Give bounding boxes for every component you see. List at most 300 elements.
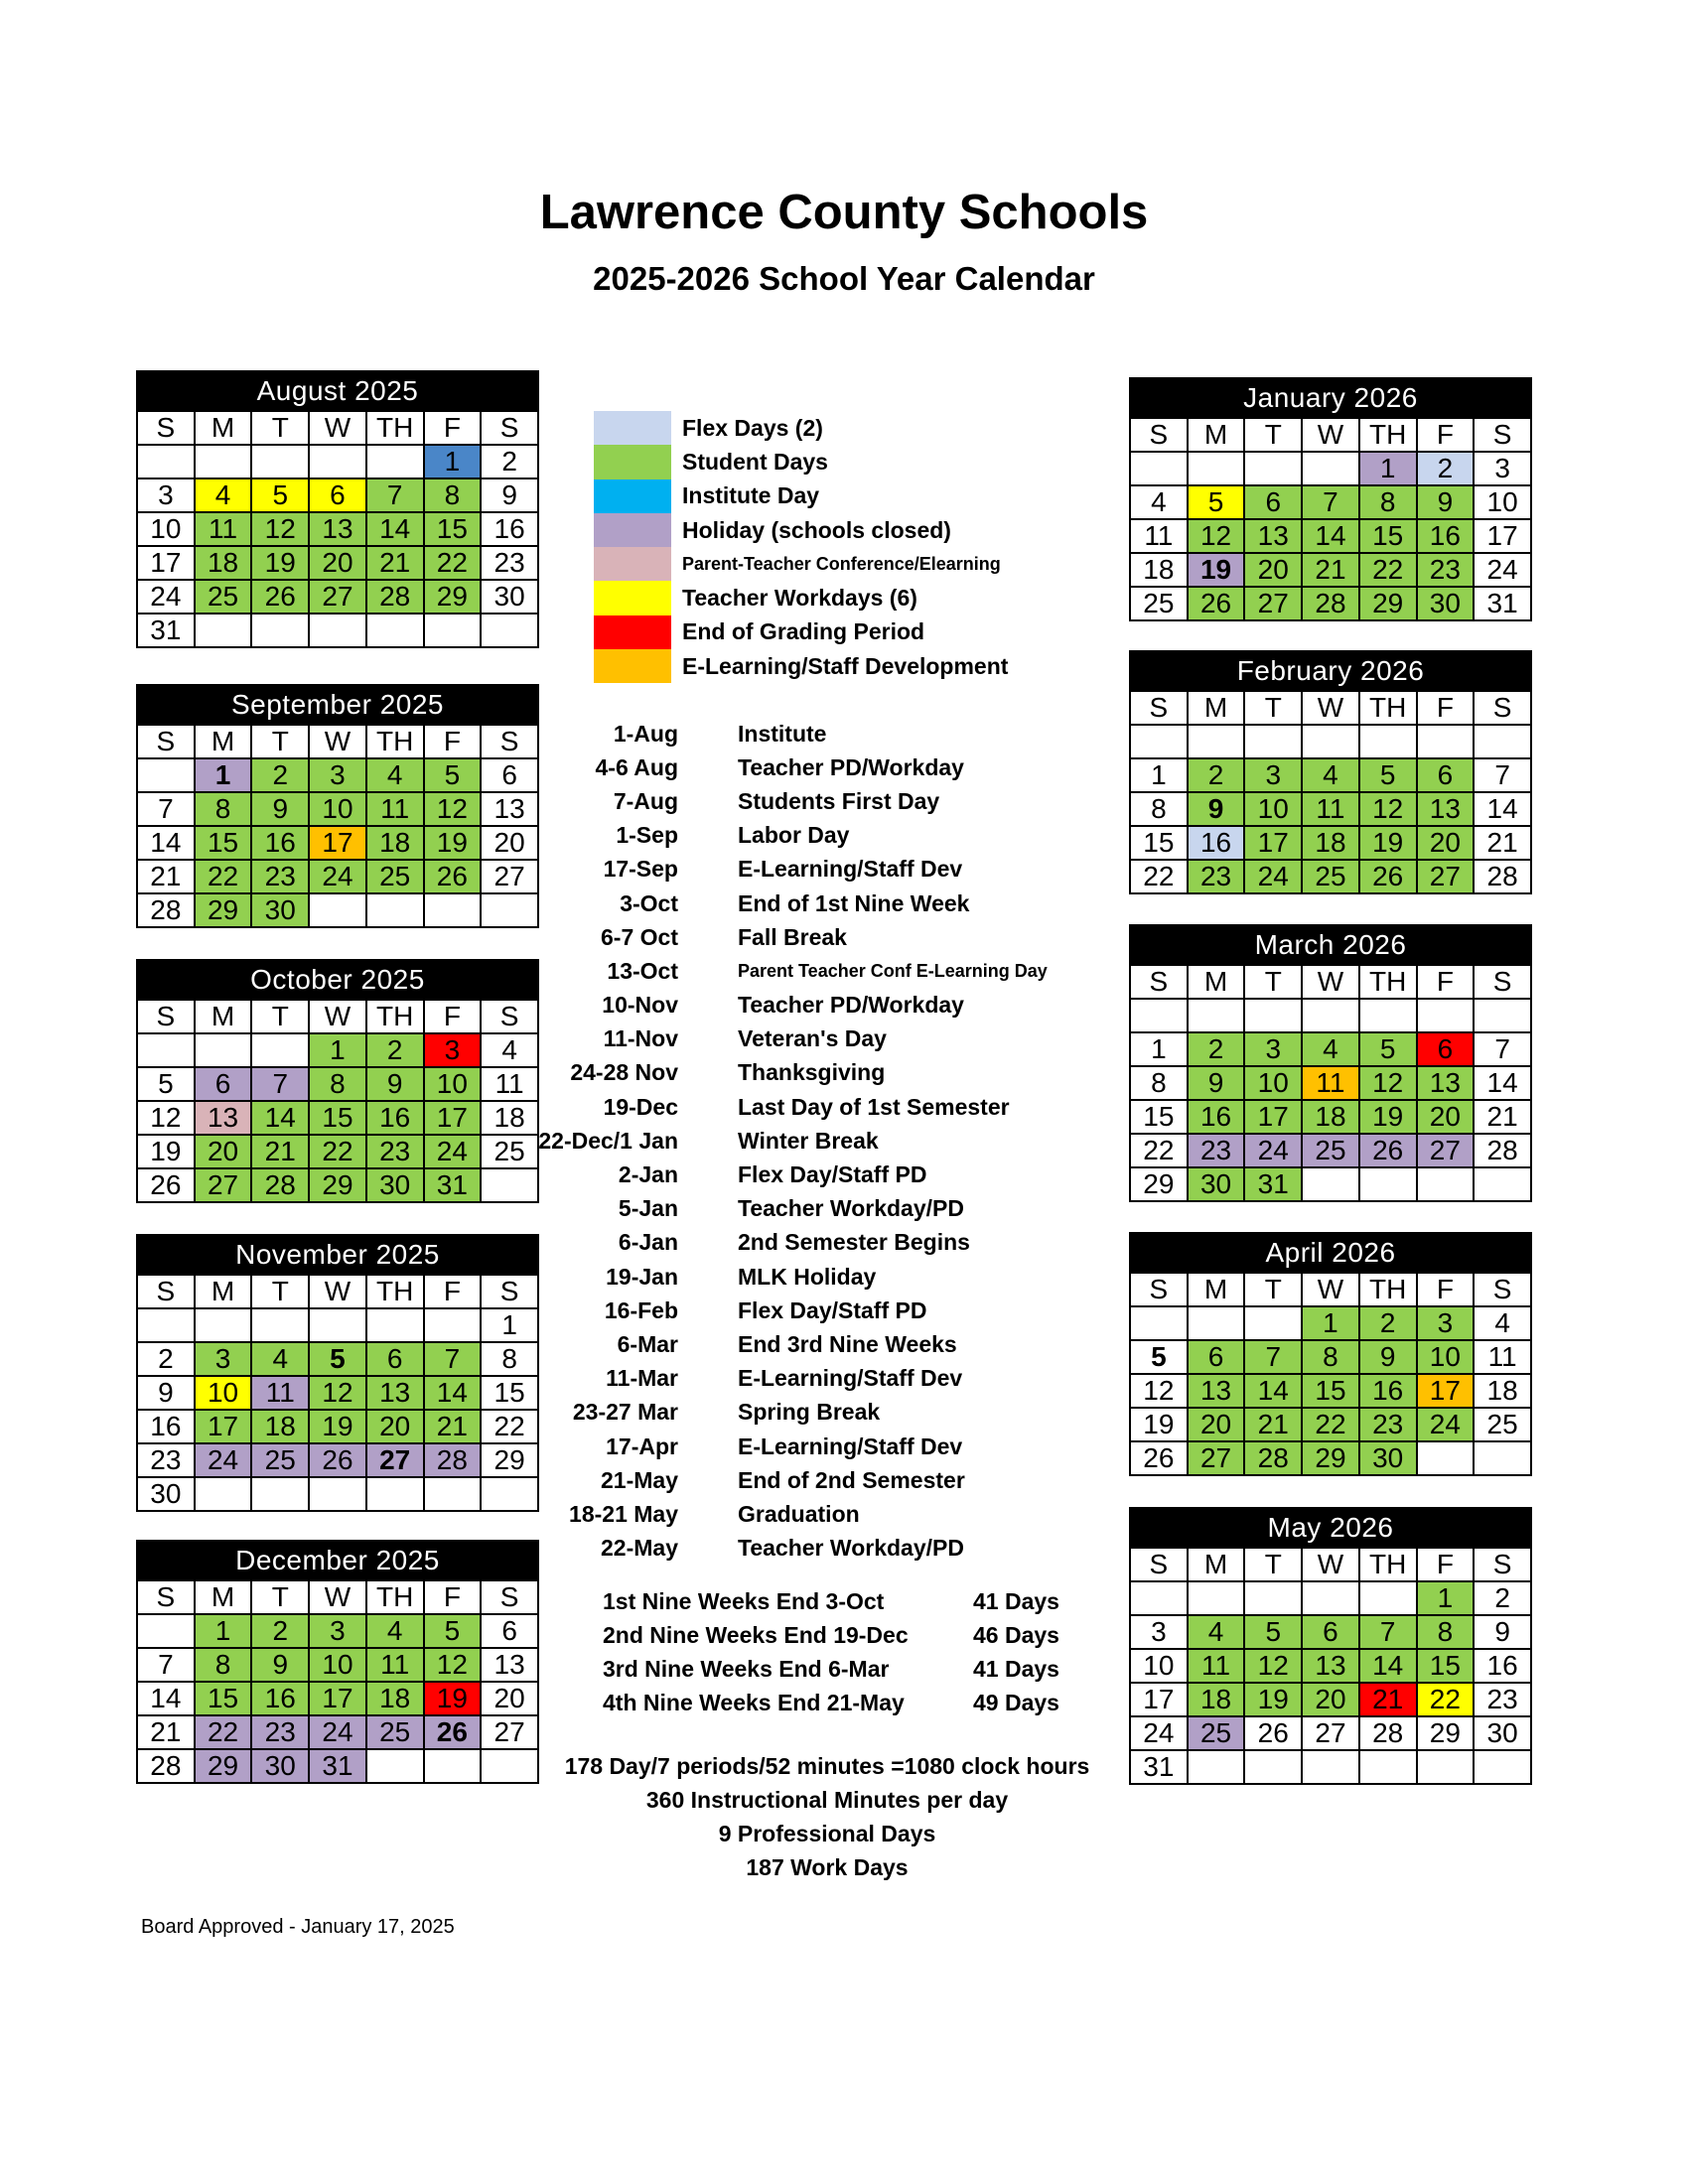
nine-weeks-label: 2nd Nine Weeks End 19-Dec (603, 1621, 909, 1648)
day-cell: 24 (1417, 1408, 1475, 1441)
day-cell: 17 (1417, 1374, 1475, 1408)
day-cell: 28 (1302, 587, 1359, 620)
day-cell: 5 (1188, 485, 1245, 519)
day-cell: 2 (1188, 1032, 1245, 1066)
weekday-header: TH (366, 1000, 424, 1033)
weekday-header: M (1188, 965, 1245, 999)
empty-cell (1188, 452, 1245, 485)
day-cell: 1 (1302, 1306, 1359, 1340)
day-cell: 10 (1474, 485, 1531, 519)
day-cell: 30 (251, 1749, 309, 1783)
empty-cell (366, 1749, 424, 1783)
day-cell: 27 (1188, 1441, 1245, 1475)
day-cell: 14 (1359, 1649, 1417, 1683)
day-cell: 22 (1417, 1683, 1475, 1716)
week-row (137, 546, 538, 580)
weekday-header: M (1188, 691, 1245, 725)
day-cell: 6 (309, 478, 366, 512)
empty-cell (1302, 1581, 1359, 1615)
day-cell: 15 (481, 1376, 538, 1410)
day-cell: 20 (1244, 553, 1302, 587)
day-cell: 30 (137, 1477, 195, 1511)
key-date: 22-Dec/1 Jan (538, 1127, 678, 1154)
day-cell: 16 (1417, 519, 1475, 553)
key-date-event: E-Learning/Staff Dev (738, 1433, 963, 1459)
empty-cell (1359, 1167, 1417, 1201)
day-cell: 13 (309, 512, 366, 546)
institute-color-swatch (594, 479, 671, 513)
key-date-event: Fall Break (738, 923, 847, 950)
empty-cell (1417, 1167, 1475, 1201)
day-cell: 28 (137, 1749, 195, 1783)
weekday-header: S (137, 411, 195, 445)
day-cell: 4 (366, 758, 424, 792)
key-date-event: Teacher Workday/PD (738, 1535, 964, 1562)
day-cell: 3 (137, 478, 195, 512)
week-row (1130, 1615, 1531, 1649)
weekday-header: TH (1359, 965, 1417, 999)
empty-cell (1244, 1306, 1302, 1340)
day-cell: 12 (309, 1376, 366, 1410)
day-cell: 11 (366, 1648, 424, 1682)
key-date-event: End 3rd Nine Weeks (738, 1330, 957, 1357)
day-cell: 3 (1417, 1306, 1475, 1340)
day-cell: 11 (251, 1376, 309, 1410)
week-row (1130, 725, 1531, 758)
day-cell: 18 (366, 826, 424, 860)
weekday-header: W (1302, 418, 1359, 452)
day-cell: 20 (481, 826, 538, 860)
week-row (1130, 792, 1531, 826)
day-cell: 23 (251, 860, 309, 893)
key-date: 19-Dec (603, 1093, 678, 1120)
weekday-header: M (195, 1580, 252, 1614)
day-cell: 2 (251, 1614, 309, 1648)
key-date-event: Flex Day/Staff PD (738, 1161, 927, 1188)
day-cell: 27 (1244, 587, 1302, 620)
empty-cell (1244, 1750, 1302, 1784)
key-date: 22-May (601, 1535, 678, 1562)
key-date: 6-7 Oct (601, 923, 678, 950)
day-cell: 13 (1302, 1649, 1359, 1683)
week-row (1130, 519, 1531, 553)
key-date-event: E-Learning/Staff Dev (738, 856, 963, 883)
weekday-header: S (1130, 1548, 1188, 1581)
day-cell: 11 (1474, 1340, 1531, 1374)
day-cell: 27 (1302, 1716, 1359, 1750)
day-cell: 18 (1130, 553, 1188, 587)
nine-weeks-summary (603, 1584, 1059, 1720)
legend-label: End of Grading Period (682, 618, 925, 645)
day-cell: 17 (424, 1101, 482, 1135)
key-date: 18-21 May (569, 1500, 678, 1527)
day-cell: 4 (1302, 758, 1359, 792)
day-cell: 3 (1474, 452, 1531, 485)
empty-cell (1302, 725, 1359, 758)
day-cell: 15 (424, 512, 482, 546)
empty-cell (251, 445, 309, 478)
week-row (1130, 1716, 1531, 1750)
legend-item-institute (594, 479, 1008, 513)
day-cell: 11 (481, 1067, 538, 1101)
week-row (137, 512, 538, 546)
day-cell: 16 (1359, 1374, 1417, 1408)
day-cell: 21 (1244, 1408, 1302, 1441)
day-cell: 14 (1474, 1066, 1531, 1100)
weekday-header: TH (366, 411, 424, 445)
week-row (1130, 1134, 1531, 1167)
day-cell: 1 (481, 1308, 538, 1342)
key-date-row (427, 784, 1048, 818)
week-row (1130, 1683, 1531, 1716)
day-cell: 6 (195, 1067, 252, 1101)
student-color-swatch (594, 445, 671, 478)
month-title: March 2026 (1130, 925, 1531, 965)
day-cell: 28 (251, 1168, 309, 1202)
empty-cell (1359, 1581, 1417, 1615)
weekday-header: W (1302, 965, 1359, 999)
day-cell: 19 (137, 1135, 195, 1168)
day-cell: 14 (251, 1101, 309, 1135)
day-cell: 24 (1474, 553, 1531, 587)
empty-cell (366, 1308, 424, 1342)
day-cell: 4 (251, 1342, 309, 1376)
day-cell: 8 (424, 478, 482, 512)
day-cell: 8 (309, 1067, 366, 1101)
key-date-event: Teacher PD/Workday (738, 992, 964, 1019)
key-date-row (427, 1294, 1048, 1327)
month-calendar-january-2026 (1129, 377, 1532, 621)
empty-cell (1302, 452, 1359, 485)
key-date-row (427, 1532, 1048, 1566)
day-cell: 7 (366, 478, 424, 512)
day-cell: 7 (137, 792, 195, 826)
day-cell: 18 (1302, 1100, 1359, 1134)
day-cell: 20 (366, 1410, 424, 1443)
empty-cell (1244, 999, 1302, 1032)
empty-cell (137, 1308, 195, 1342)
day-cell: 1 (424, 445, 482, 478)
weekday-header: F (1417, 691, 1475, 725)
day-cell: 21 (1359, 1683, 1417, 1716)
weekday-header: F (424, 411, 482, 445)
month-title: December 2025 (137, 1541, 538, 1580)
weekday-header: F (1417, 1548, 1475, 1581)
day-cell: 8 (195, 792, 252, 826)
key-date-row (427, 1090, 1048, 1124)
week-row (1130, 587, 1531, 620)
day-cell: 2 (1359, 1306, 1417, 1340)
key-date: 21-May (601, 1466, 678, 1493)
week-row (1130, 999, 1531, 1032)
day-cell: 30 (1417, 587, 1475, 620)
day-cell: 22 (1359, 553, 1417, 587)
day-cell: 10 (1417, 1340, 1475, 1374)
day-cell: 29 (1302, 1441, 1359, 1475)
day-cell: 24 (195, 1443, 252, 1477)
day-cell: 25 (1302, 860, 1359, 893)
day-cell: 5 (251, 478, 309, 512)
key-date: 1-Sep (616, 822, 678, 849)
day-cell: 7 (251, 1067, 309, 1101)
day-cell: 21 (137, 1715, 195, 1749)
empty-cell (251, 1308, 309, 1342)
day-cell: 26 (1359, 1134, 1417, 1167)
week-row (1130, 1340, 1531, 1374)
weekday-header: S (137, 1275, 195, 1308)
day-cell: 10 (1130, 1649, 1188, 1683)
day-cell: 22 (1130, 860, 1188, 893)
day-cell: 8 (1302, 1340, 1359, 1374)
day-cell: 14 (366, 512, 424, 546)
month-title: August 2025 (137, 371, 538, 411)
empty-cell (366, 1477, 424, 1511)
week-row (1130, 485, 1531, 519)
day-cell: 13 (195, 1101, 252, 1135)
day-cell: 22 (195, 860, 252, 893)
nine-weeks-days: 41 Days (973, 1655, 1059, 1682)
day-cell: 12 (1188, 519, 1245, 553)
week-row (1130, 1374, 1531, 1408)
day-cell: 2 (1474, 1581, 1531, 1615)
weekday-header: W (309, 725, 366, 758)
week-row (137, 614, 538, 647)
key-date-row (427, 751, 1048, 784)
day-cell: 4 (1188, 1615, 1245, 1649)
empty-cell (251, 614, 309, 647)
day-cell: 6 (1188, 1340, 1245, 1374)
empty-cell (1130, 999, 1188, 1032)
day-cell: 30 (481, 580, 538, 614)
elearn-color-swatch (594, 649, 671, 683)
weekday-header: W (309, 411, 366, 445)
day-cell: 22 (1302, 1408, 1359, 1441)
day-cell: 16 (251, 826, 309, 860)
day-cell: 12 (424, 792, 482, 826)
empty-cell (309, 1477, 366, 1511)
key-date: 10-Nov (602, 992, 678, 1019)
day-cell: 15 (1130, 1100, 1188, 1134)
empty-cell (424, 614, 482, 647)
day-cell: 16 (1188, 1100, 1245, 1134)
key-date-event: Spring Break (738, 1399, 881, 1426)
empty-cell (309, 1308, 366, 1342)
weekday-header: TH (1359, 1548, 1417, 1581)
day-cell: 26 (137, 1168, 195, 1202)
legend-label: Holiday (schools closed) (682, 516, 951, 543)
day-cell: 24 (137, 580, 195, 614)
day-cell: 29 (195, 893, 252, 927)
empty-cell (195, 1033, 252, 1067)
nine-weeks-days: 41 Days (973, 1587, 1059, 1614)
key-date: 2-Jan (618, 1161, 678, 1188)
weekday-header: TH (1359, 691, 1417, 725)
day-cell: 21 (1302, 553, 1359, 587)
day-cell: 9 (366, 1067, 424, 1101)
key-date-row (427, 853, 1048, 887)
day-cell: 24 (1244, 860, 1302, 893)
day-cell: 6 (366, 1342, 424, 1376)
day-cell: 10 (1244, 792, 1302, 826)
day-cell: 30 (366, 1168, 424, 1202)
day-cell: 25 (1474, 1408, 1531, 1441)
day-cell: 23 (1188, 860, 1245, 893)
day-cell: 22 (1130, 1134, 1188, 1167)
month-title: October 2025 (137, 960, 538, 1000)
week-row (137, 580, 538, 614)
day-cell: 24 (1130, 1716, 1188, 1750)
weekday-header: S (1474, 1273, 1531, 1306)
weekday-header: F (424, 1580, 482, 1614)
empty-cell (1188, 1306, 1245, 1340)
day-cell: 18 (1474, 1374, 1531, 1408)
day-cell: 26 (1244, 1716, 1302, 1750)
day-cell: 27 (195, 1168, 252, 1202)
empty-cell (1302, 999, 1359, 1032)
nine-weeks-row (603, 1584, 1059, 1618)
weekday-header: S (481, 1580, 538, 1614)
day-cell: 14 (137, 1682, 195, 1715)
empty-cell (366, 614, 424, 647)
day-cell: 2 (137, 1342, 195, 1376)
weekday-header: M (195, 725, 252, 758)
day-cell: 29 (481, 1443, 538, 1477)
weekday-header: S (137, 1580, 195, 1614)
key-date: 6-Mar (617, 1330, 678, 1357)
day-cell: 11 (1188, 1649, 1245, 1683)
empty-cell (195, 1308, 252, 1342)
day-cell: 11 (1302, 1066, 1359, 1100)
day-cell: 23 (366, 1135, 424, 1168)
day-cell: 23 (481, 546, 538, 580)
empty-cell (1130, 452, 1188, 485)
day-cell: 17 (1474, 519, 1531, 553)
day-cell: 16 (366, 1101, 424, 1135)
day-cell: 1 (195, 1614, 252, 1648)
day-cell: 20 (1302, 1683, 1359, 1716)
weekday-header: S (1474, 418, 1531, 452)
day-cell: 20 (1417, 826, 1475, 860)
week-row (1130, 1167, 1531, 1201)
day-cell: 17 (137, 546, 195, 580)
day-cell: 16 (481, 512, 538, 546)
empty-cell (195, 445, 252, 478)
weekday-header: S (137, 725, 195, 758)
day-cell: 29 (1130, 1167, 1188, 1201)
key-dates-list (427, 717, 1048, 1566)
day-cell: 6 (481, 758, 538, 792)
legend-item-ptconf (594, 547, 1008, 581)
day-cell: 13 (1188, 1374, 1245, 1408)
page-subtitle: 2025-2026 School Year Calendar (593, 260, 1095, 297)
key-date-row (427, 1226, 1048, 1260)
key-date: 7-Aug (613, 787, 678, 814)
day-cell: 24 (1244, 1134, 1302, 1167)
empty-cell (137, 758, 195, 792)
month-title: April 2026 (1130, 1233, 1531, 1273)
month-calendar-december-2025 (136, 1540, 539, 1784)
empty-cell (251, 1477, 309, 1511)
day-cell: 27 (1417, 1134, 1475, 1167)
key-date-row (427, 887, 1048, 920)
empty-cell (1188, 1581, 1245, 1615)
key-date-row (427, 1056, 1048, 1090)
weekday-header: T (1244, 965, 1302, 999)
day-cell: 31 (309, 1749, 366, 1783)
legend-label: Flex Days (2) (682, 414, 823, 441)
day-cell: 21 (137, 860, 195, 893)
legend-item-student (594, 445, 1008, 478)
totals-line: 9 Professional Days (718, 1821, 936, 1846)
key-date: 1-Aug (613, 720, 678, 747)
day-cell: 19 (1244, 1683, 1302, 1716)
day-cell: 7 (1302, 485, 1359, 519)
empty-cell (1474, 999, 1531, 1032)
weekday-header: T (1244, 691, 1302, 725)
day-cell: 4 (1130, 485, 1188, 519)
empty-cell (1417, 999, 1475, 1032)
weekday-header: T (1244, 1548, 1302, 1581)
day-cell: 12 (1359, 792, 1417, 826)
day-cell: 18 (366, 1682, 424, 1715)
day-cell: 24 (309, 860, 366, 893)
day-cell: 1 (1417, 1581, 1475, 1615)
day-cell: 12 (251, 512, 309, 546)
day-cell: 5 (137, 1067, 195, 1101)
day-cell: 30 (1474, 1716, 1531, 1750)
day-cell: 25 (1302, 1134, 1359, 1167)
week-row (137, 1715, 538, 1749)
day-cell: 2 (251, 758, 309, 792)
nine-weeks-label: 4th Nine Weeks End 21-May (603, 1690, 905, 1716)
weekday-header: S (481, 411, 538, 445)
day-cell: 17 (309, 1682, 366, 1715)
day-cell: 19 (1359, 1100, 1417, 1134)
weekday-header: T (251, 1275, 309, 1308)
day-cell: 23 (1359, 1408, 1417, 1441)
day-cell: 7 (1359, 1615, 1417, 1649)
day-cell: 3 (1244, 1032, 1302, 1066)
day-cell: 1 (1130, 758, 1188, 792)
weekday-header: T (1244, 418, 1302, 452)
weekday-header: F (1417, 965, 1475, 999)
week-row (1130, 1441, 1531, 1475)
day-cell: 26 (1130, 1441, 1188, 1475)
day-cell: 31 (1474, 587, 1531, 620)
weekday-header: S (481, 1000, 538, 1033)
month-calendar-august-2025 (136, 370, 539, 648)
day-cell: 10 (1244, 1066, 1302, 1100)
month-title: January 2026 (1130, 378, 1531, 418)
day-cell: 1 (1359, 452, 1417, 485)
day-cell: 23 (251, 1715, 309, 1749)
month-title: May 2026 (1130, 1508, 1531, 1548)
nine-weeks-label: 1st Nine Weeks End 3-Oct (603, 1587, 885, 1614)
day-cell: 20 (309, 546, 366, 580)
day-cell: 10 (424, 1067, 482, 1101)
day-cell: 27 (1417, 860, 1475, 893)
legend-label: Teacher Workdays (6) (682, 585, 917, 612)
weekday-header: S (1474, 1548, 1531, 1581)
empty-cell (1359, 1750, 1417, 1784)
day-cell: 17 (1244, 826, 1302, 860)
day-cell: 12 (424, 1648, 482, 1682)
day-cell: 31 (424, 1168, 482, 1202)
key-date-event: E-Learning/Staff Dev (738, 1365, 963, 1392)
week-row (137, 1614, 538, 1648)
day-cell: 9 (1188, 1066, 1245, 1100)
legend-item-flex (594, 411, 1008, 445)
